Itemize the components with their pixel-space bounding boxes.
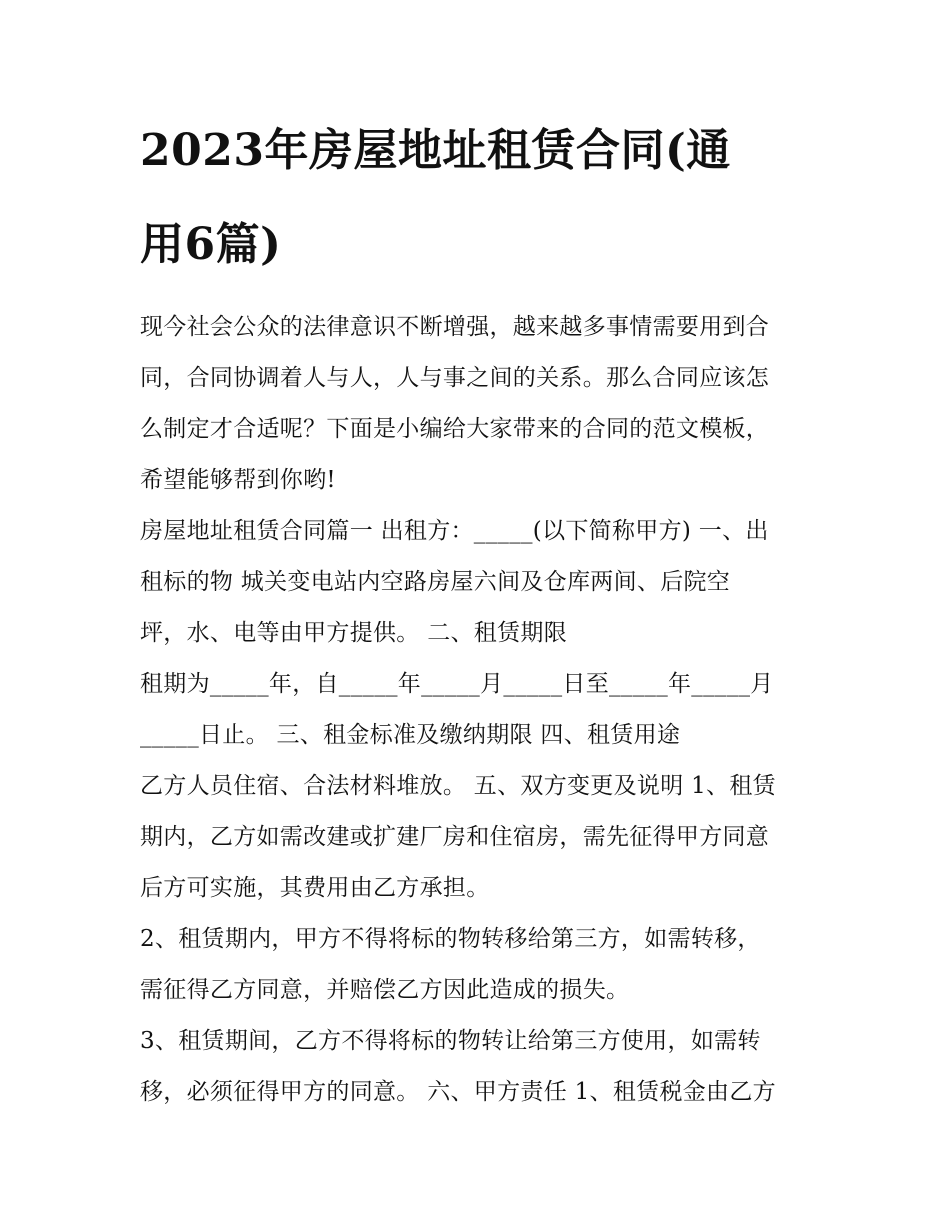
body-line: 期内，乙方如需改建或扩建厂房和住宿房，需先征得甲方同意 (140, 824, 770, 850)
body-line: 现今社会公众的法律意识不断增强，越来越多事情需要用到合 (140, 314, 770, 340)
body-line: _____日止。 三、租金标准及缴纳期限 四、租赁用途 (140, 722, 681, 748)
document-body (140, 302, 820, 1118)
title-line-2: 用6篇) (140, 219, 282, 270)
body-line: 希望能够帮到你哟! (140, 467, 336, 493)
body-line: 坪，水、电等由甲方提供。 二、租赁期限 (140, 620, 568, 646)
body-line: 需征得乙方同意，并赔偿乙方因此造成的损失。 (140, 977, 630, 1003)
document-content (140, 118, 820, 1118)
body-line: 同，合同协调着人与人，人与事之间的关系。那么合同应该怎 (140, 365, 770, 391)
body-line: 房屋地址租赁合同篇一 出租方：_____(以下简称甲方) 一、出 (140, 518, 769, 544)
body-line: 乙方人员住宿、合法材料堆放。 五、双方变更及说明 1、租赁 (140, 773, 776, 799)
body-line: 租期为_____年，自_____年_____月_____日至_____年_____月 (140, 671, 774, 697)
body-line: 3、租赁期间，乙方不得将标的物转让给第三方使用，如需转 (140, 1028, 761, 1054)
document-title (140, 104, 820, 292)
body-line: 后方可实施，其费用由乙方承担。 (140, 875, 490, 901)
title-line-1: 2023年房屋地址租赁合同(通 (140, 125, 731, 176)
body-line: 2、租赁期内，甲方不得将标的物转移给第三方，如需转移， (140, 926, 761, 952)
body-line: 么制定才合适呢？下面是小编给大家带来的合同的范文模板， (140, 416, 770, 442)
body-line: 移，必须征得甲方的同意。 六、甲方责任 1、租赁税金由乙方 (140, 1079, 776, 1105)
body-line: 租标的物 城关变电站内空路房屋六间及仓库两间、后院空 (140, 569, 731, 595)
